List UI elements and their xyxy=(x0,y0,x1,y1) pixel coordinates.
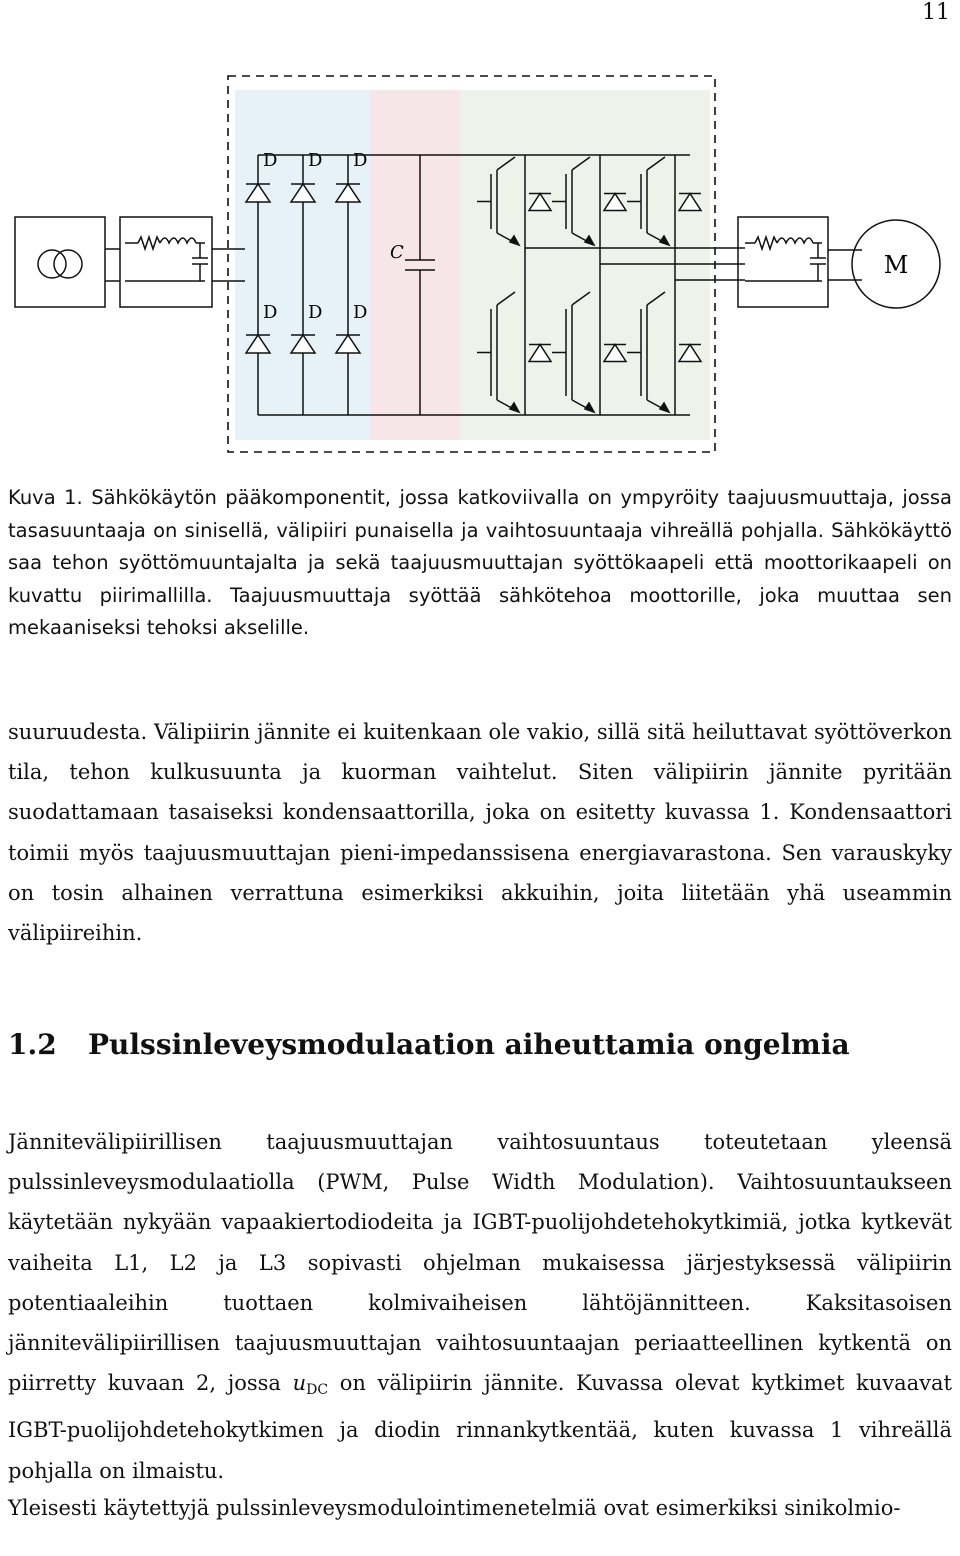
resistor-icon xyxy=(138,237,160,249)
body-paragraph: Yleisesti käytettyjä pulssinleveysmodulointimenetelmiä ovat esimerkiksi sinikolmio- xyxy=(8,1496,901,1520)
body-paragraph xyxy=(8,1122,952,1491)
diode-label: D xyxy=(308,302,323,323)
supply-cable-box xyxy=(120,217,212,307)
transformer-icon xyxy=(38,250,82,278)
capacitor-label: C xyxy=(390,242,404,263)
section-title: Pulssinleveysmodulaation aiheuttamia ongelmia xyxy=(88,1028,850,1061)
diode-label: D xyxy=(353,302,368,323)
section-number: 1.2 xyxy=(8,1028,57,1061)
paragraph-text: Jännitevälipiirillisen taajuusmuuttajan vaihtosuuntaus toteutetaan yleensä pulssinleveysmodulaatiolla (PWM, Pulse Width Modulation). Vaihtosuuntaukseen käytetään nykyään vapaakiertodiodeita ja IGBT-puolijohdetehokytkimiä, jotka kytkevät vaiheita L1, L2 ja L3 sopivasti ohjelman mukaisessa järjestyksessä välipiirin potentiaaleihin tuottaen kolmivaiheisen lähtöjännitteen. Kaksitasoisen jännitevälipiirillisen taajuusmuuttajan vaihtosuuntaajan periaatteellinen kytkentä on piirretty kuvaan 2, jossa xyxy=(8,1130,952,1396)
variable-u: u xyxy=(292,1371,307,1396)
diode-label: D xyxy=(263,150,278,171)
diode-label: D xyxy=(263,302,278,323)
figure-caption: Kuva 1. Sähkökäytön pääkomponentit, jossa katkoviivalla on ympyröity taajuusmuuttaja, jossa tasasuuntaaja on sinisellä, välipiiri punaisella ja vaihtosuuntaaja vihreällä pohjalla. Sähkökäyttö saa tehon syöttömuuntajalta ja sekä taajuusmuuttajan syöttökaapeli että moottorikaapeli on kuvattu piirimallilla. Taajuusmuuttaja syöttää sähkötehoa moottorille, joka muuttaa sen mekaaniseksi tehoksi akselille. xyxy=(8,486,952,639)
variable-subscript: DC xyxy=(306,1382,329,1399)
body-paragraph: suuruudesta. Välipiirin jännite ei kuitenkaan ole vakio, sillä sitä heiluttavat syöttöverkon tila, tehon kulkusuunta ja kuorman vaihtelut. Siten välipiirin jännite pyritään suodattamaan tasaiseksi kondensaattorilla, joka on esitetty kuvassa 1. Kondensaattori toimii myös taajuusmuuttajan pieni-impedanssisena energiavarastona. Sen varauskyky on tosin alhainen verrattuna esimerkiksi akkuihin, joita liitetään yhä useammin välipiireihin. xyxy=(8,720,952,946)
section-heading xyxy=(8,1028,850,1061)
inductor-icon xyxy=(160,238,196,243)
diode-label: D xyxy=(353,150,368,171)
dc-link-region xyxy=(370,90,460,440)
motor-cable-box xyxy=(738,217,828,307)
page-number: 11 xyxy=(922,0,950,25)
transformer-box xyxy=(15,217,105,307)
diode-label: D xyxy=(308,150,323,171)
paragraph-text: on välipiirin jännite. Kuvassa olevat kytkimet kuvaavat IGBT-puolijohdetehokytkimen ja diodin rinnankytkentää, kuten kuvassa 1 vihreällä pohjalla on ilmaistu. xyxy=(8,1371,952,1483)
power-drive-figure xyxy=(0,60,960,470)
motor-label: M xyxy=(883,251,909,279)
